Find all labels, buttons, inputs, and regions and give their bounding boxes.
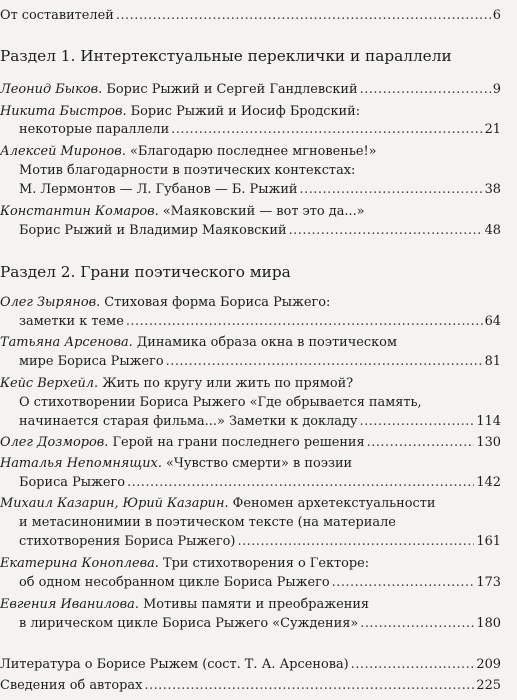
toc-entry-literature: [0, 656, 501, 673]
toc-entry-nepomnyashchikh-cont: [19, 474, 501, 491]
page-number: 64: [484, 314, 501, 329]
entry-author: Евгения Иванилова.: [0, 597, 139, 612]
leader-dots: [360, 413, 475, 430]
leader-dots: [300, 181, 483, 198]
entry-title-cont: об одном несобранном цикле Бориса Рыжего: [19, 575, 330, 590]
toc-entry-arsenova: [0, 334, 501, 351]
toc-entry-arsenova-cont: [19, 353, 501, 370]
toc-entry-kazarin-cont: [19, 514, 501, 531]
toc-entry-zyryanov: [0, 294, 501, 311]
leader-dots: [289, 222, 483, 239]
entry-title: Динамика образа окна в поэтическом: [132, 335, 397, 350]
entry-title: «Чувство смерти» в поэзии: [161, 456, 353, 471]
leader-dots: [367, 434, 475, 451]
page-number: 81: [484, 354, 501, 369]
section-heading-1: Раздел 1. Интертекстуальные переклички и параллели: [0, 47, 452, 65]
page-number: 38: [484, 182, 501, 197]
toc-entry-authors: [0, 677, 501, 694]
entry-author: Наталья Непомнящих.: [0, 456, 162, 471]
toc-entry-komarov-cont: [19, 222, 501, 239]
page-number: 173: [476, 575, 501, 590]
toc-entry-bystrov-cont: [19, 121, 501, 138]
toc-entry-nepomnyashchikh: [0, 455, 501, 472]
entry-title-cont: Бориса Рыжего: [19, 475, 126, 490]
entry-author: Екатерина Коноплева.: [0, 556, 159, 571]
toc-entry-mironov-cont2: [19, 181, 501, 198]
entry-author: Олег Дозморов.: [0, 435, 109, 450]
toc-entry-verheul-cont2: [19, 413, 501, 430]
entry-title-cont: в лирическом цикле Бориса Рыжего «Суждения»: [19, 616, 359, 631]
toc-entry-intro: [0, 7, 501, 24]
toc-entry-kazarin-cont2: [19, 533, 501, 550]
entry-title: Мотивы памяти и преображения: [138, 597, 370, 612]
entry-title: Герой на грани последнего решения: [108, 435, 365, 450]
toc-entry-zyryanov-cont: [19, 313, 501, 330]
leader-dots: [351, 656, 475, 673]
page-number: 6: [492, 8, 501, 23]
section-heading-2: Раздел 2. Грани поэтического мира: [0, 263, 291, 281]
entry-title-cont: мире Бориса Рыжего: [19, 354, 164, 369]
entry-author: Алексей Миронов.: [0, 144, 126, 159]
leader-dots: [171, 121, 482, 138]
leader-dots: [360, 615, 474, 632]
entry-author: Кейс Верхейл.: [0, 376, 99, 391]
leader-dots: [360, 81, 491, 98]
entry-title-cont: М. Лермонтов — Л. Губанов — Б. Рыжий: [19, 182, 298, 197]
entry-title-cont: О стихотворении Бориса Рыжего «Где обрывается память,: [19, 395, 422, 410]
toc-entry-ivanilova: [0, 596, 501, 613]
entry-title: От составителей: [0, 8, 114, 23]
page-number: 114: [476, 414, 501, 429]
entry-author: Олег Зырянов.: [0, 295, 101, 310]
entry-title: Стиховая форма Бориса Рыжего:: [100, 295, 331, 310]
page-number: 9: [492, 82, 501, 97]
entry-title: Борис Рыжий и Иосиф Бродский:: [126, 104, 361, 119]
entry-title-cont: начинается старая фильма...» Заметки к докладу: [19, 414, 358, 429]
entry-author: Никита Быстров.: [0, 104, 127, 119]
leader-dots: [237, 533, 474, 550]
entry-title-cont: некоторые параллели: [19, 122, 170, 137]
toc-entry-bystrov: [0, 103, 501, 120]
toc-entry-verheul-cont: [19, 394, 501, 411]
leader-dots: [127, 474, 474, 491]
toc-entry-mironov: [0, 143, 501, 160]
toc-entry-dozmorov: [0, 434, 501, 451]
leader-dots: [166, 353, 483, 370]
page-number: 142: [476, 475, 501, 490]
toc-entry-ivanilova-cont: [19, 615, 501, 632]
entry-title-cont: стихотворения Бориса Рыжего): [19, 534, 236, 549]
entry-title: Феномен архетекстуальности: [228, 496, 436, 511]
page-number: 21: [484, 122, 501, 137]
leader-dots: [144, 677, 474, 694]
leader-dots: [126, 313, 483, 330]
entry-title: «Маяковский — вот это да...»: [158, 204, 365, 219]
entry-title: Три стихотворения о Гекторе:: [158, 556, 370, 571]
entry-title-cont: заметки к теме: [19, 314, 124, 329]
toc-entry-kazarin: [0, 495, 501, 512]
toc-entry-bykov: [0, 81, 501, 98]
entry-author: Михаил Казарин, Юрий Казарин.: [0, 496, 229, 511]
entry-title: «Благодарю последнее мгновенье!»: [125, 144, 377, 159]
entry-title-cont: и метасинонимии в поэтическом тексте (на материале: [19, 515, 396, 530]
page-number: 225: [476, 678, 501, 693]
entry-title: Жить по кругу или жить по прямой?: [98, 376, 354, 391]
entry-title: Борис Рыжий и Сергей Гандлевский: [102, 82, 358, 97]
toc-entry-konopleva: [0, 555, 501, 572]
page-number: 180: [476, 616, 501, 631]
page-number: 209: [476, 657, 501, 672]
entry-title-cont: Мотив благодарности в поэтических контекстах:: [19, 163, 356, 178]
page-number: 48: [484, 223, 501, 238]
toc-entry-mironov-cont: [19, 162, 501, 179]
leader-dots: [116, 7, 491, 24]
toc-entry-verheul: [0, 375, 501, 392]
entry-author: Татьяна Арсенова.: [0, 335, 133, 350]
entry-author: Леонид Быков.: [0, 82, 103, 97]
toc-entry-konopleva-cont: [19, 574, 501, 591]
entry-title: Сведения об авторах: [0, 678, 143, 693]
leader-dots: [332, 574, 475, 591]
entry-author: Константин Комаров.: [0, 204, 159, 219]
toc-entry-komarov: [0, 203, 501, 220]
entry-title: Литература о Борисе Рыжем (сост. Т. А. Арсенова): [0, 657, 349, 672]
page-number: 130: [476, 435, 501, 450]
entry-title-cont: Борис Рыжий и Владимир Маяковский: [19, 223, 287, 238]
page-number: 161: [476, 534, 501, 549]
